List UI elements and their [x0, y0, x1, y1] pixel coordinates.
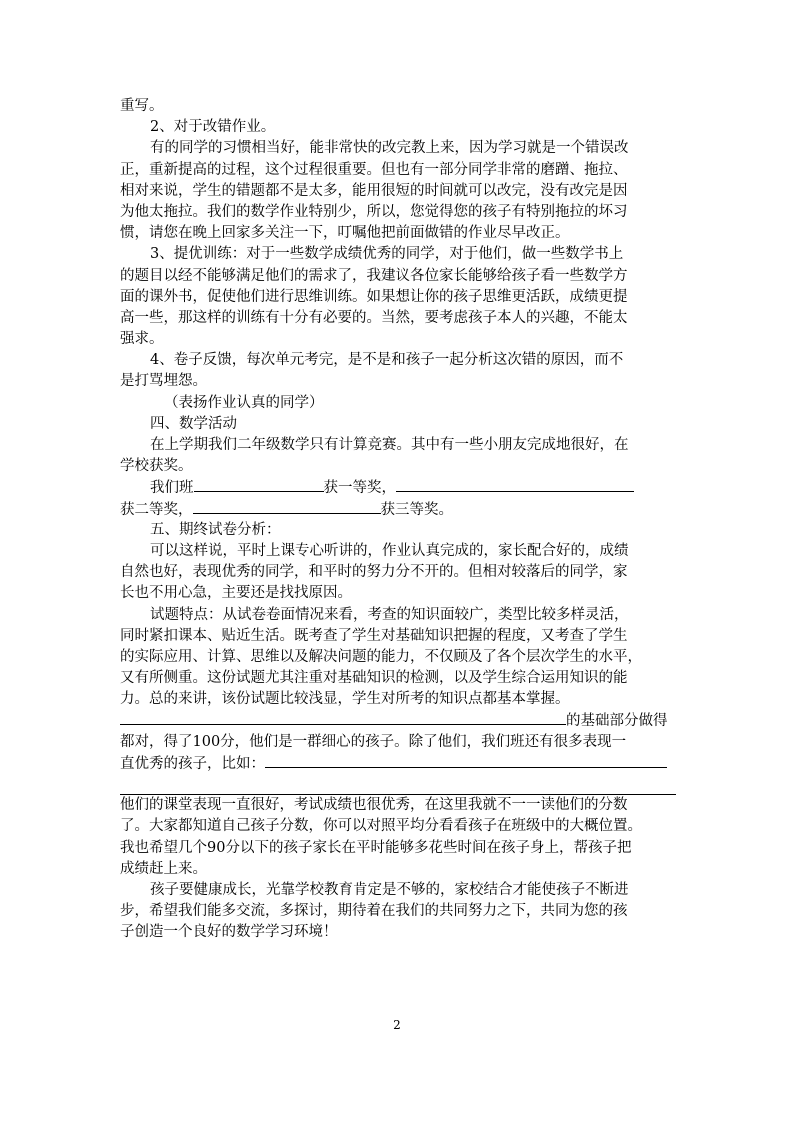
award-line-first: [120, 477, 676, 498]
paragraph-line: 试题特点：从试卷卷面情况来看，考查的知识面较广，类型比较多样灵活，: [150, 606, 629, 623]
paragraph-line: 为他太拖拉。我们的数学作业特别少，所以，您觉得您的孩子有特别拖拉的坏习: [120, 203, 628, 220]
fill-blank[interactable]: [120, 710, 566, 725]
paragraph-line: 4、卷子反馈，每次单元考完，是不是和孩子一起分析这次错的原因，而不: [150, 352, 624, 369]
paragraph-line: 正，重新提高的过程，这个过程很重要。但也有一部分同学非常的磨蹭、拖拉、: [120, 161, 628, 178]
paragraph-line: 孩子要健康成长，光靠学校教育肯定是不够的，家校结合才能使孩子不断进: [150, 881, 629, 898]
paragraph-line: 又有所侧重。这份试题尤其注重对基础知识的检测，以及学生综合运用知识的能: [120, 670, 628, 687]
paragraph-line: 惯，请您在晚上回家多关注一下，叮嘱他把前面做错的作业尽早改正。: [120, 225, 570, 242]
award-text: 获一等奖，: [323, 480, 396, 497]
note-line: （表扬作业认真的同学）: [164, 394, 324, 411]
paragraph-line: 自然也好，表现优秀的同学，和平时的努力分不开的。但相对较落后的同学，家: [120, 564, 628, 581]
blank-line-with-text: [120, 753, 676, 774]
paragraph-line: 都对，得了100分，他们是一群细心的孩子。除了他们，我们班还有很多表现一: [120, 733, 627, 750]
paragraph-line: 可以这样说，平时上课专心听讲的，作业认真完成的，家长配合好的，成绩: [150, 542, 629, 559]
paragraph-line: 有的同学的习惯相当好，能非常快的改完教上来，因为学习就是一个错误改: [150, 140, 629, 157]
paragraph-line: 子创造一个良好的数学学习环境！: [120, 924, 338, 941]
paragraph-line: 3、提优训练：对于一些数学成绩优秀的同学，对于他们，做一些数学书上: [150, 246, 624, 263]
paragraph-line: 相对来说，学生的错题都不是太多，能用很短的时间就可以改完，没有改完是因: [120, 182, 628, 199]
fill-blank[interactable]: [193, 499, 381, 514]
section-heading: 四、数学活动: [150, 415, 237, 432]
paragraph-line: 高一些，那这样的训练有十分有必要的。当然，要考虑孩子本人的兴趣，不能太: [120, 309, 628, 326]
paragraph-line: 面的课外书，促使他们进行思维训练。如果想让你的孩子思维更活跃，成绩更提: [120, 288, 628, 305]
paragraph-line: 同时紧扣课本、贴近生活。既考查了学生对基础知识把握的程度，又考查了学生: [120, 627, 628, 644]
fill-blank-full-line[interactable]: [120, 774, 676, 795]
award-line-second: [120, 499, 676, 520]
paragraph-line: 成绩赶上来。: [120, 860, 207, 877]
fill-blank[interactable]: [265, 753, 667, 768]
paragraph-line: 他们的课堂表现一直很好，考试成绩也很优秀，在这里我就不一一读他们的分数: [120, 797, 628, 814]
paragraph-line: 是打骂埋怨。: [120, 373, 207, 390]
award-text: 获三等奖。: [380, 501, 453, 518]
paragraph-line: 力。总的来讲，该份试题比较浅显，学生对所考的知识点都基本掌握。: [120, 691, 570, 708]
blank-line-with-text: [120, 710, 676, 731]
award-text: 获二等奖，: [120, 501, 193, 518]
paragraph-text: 的基础部分做得: [566, 713, 668, 730]
paragraph-line: 的实际应用、计算、思维以及解决问题的能力，不仅顾及了各个层次学生的水平，: [120, 648, 642, 665]
paragraph-line: 在上学期我们二年级数学只有计算竞赛。其中有一些小朋友完成地很好，在: [150, 437, 629, 453]
document-body: [120, 96, 676, 944]
award-text: 我们班: [150, 480, 194, 497]
paragraph-line: 强求。: [120, 331, 164, 348]
page-number: 2: [393, 1018, 401, 1032]
paragraph-line: 步，希望我们能多交流，多探讨，期待着在我们的共同努力之下，共同为您的孩: [120, 903, 628, 920]
paragraph-line: 学校获奖。: [120, 458, 193, 475]
paragraph-line: 的题目以经不能够满足他们的需求了，我建议各位家长能够给孩子看一些数学方: [120, 267, 628, 284]
paragraph-line: 了。大家都知道自己孩子分数，你可以对照平均分看看孩子在班级中的大概位置。: [120, 818, 642, 835]
section-heading: 2、对于改错作业。: [150, 119, 276, 136]
paragraph-text: 直优秀的孩子，比如：: [120, 755, 265, 772]
fill-blank[interactable]: [396, 477, 634, 492]
paragraph-line: 重写。: [120, 98, 164, 114]
fill-blank[interactable]: [194, 477, 324, 492]
paragraph-line: 长也不用心急，主要还是找找原因。: [120, 585, 352, 602]
paragraph-line: 我也希望几个90分以下的孩子家长在平时能够多花些时间在孩子身上，帮孩子把: [120, 839, 632, 856]
section-heading: 五、期终试卷分析：: [150, 521, 281, 538]
